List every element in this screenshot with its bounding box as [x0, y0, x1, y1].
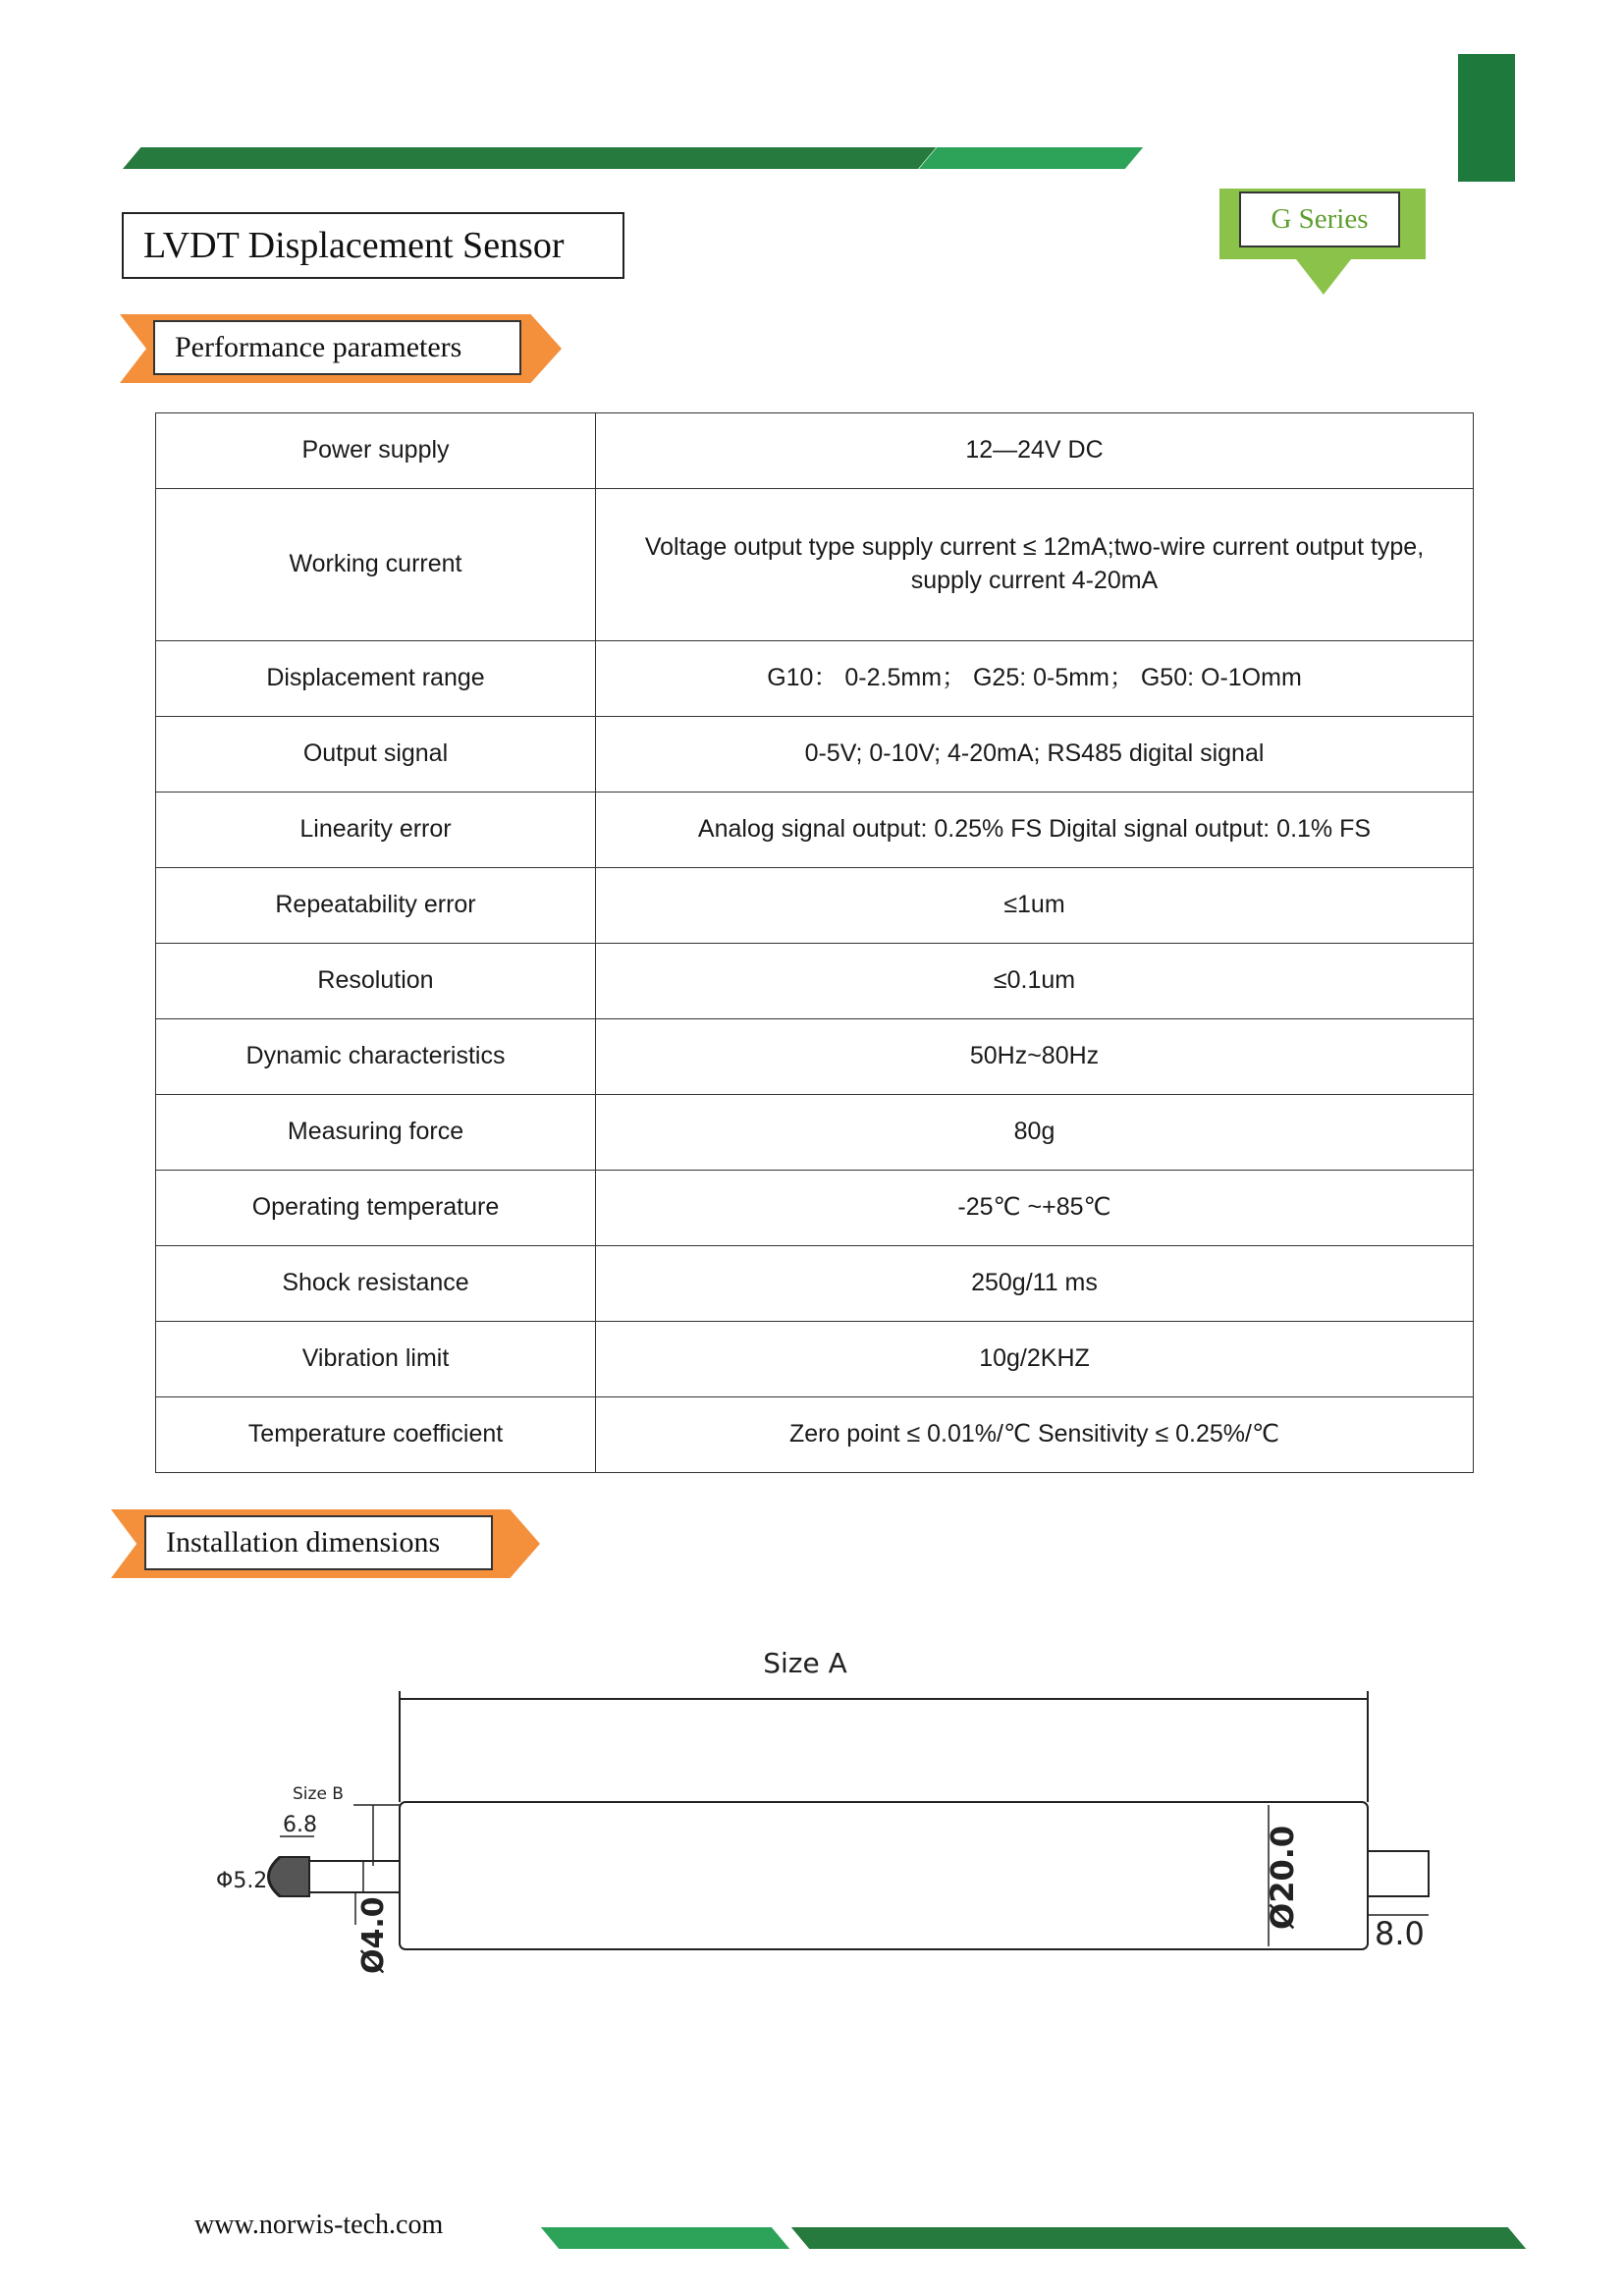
param-row [156, 944, 1474, 1019]
param-row [156, 413, 1474, 489]
installation-section-tag [111, 1509, 540, 1578]
footer-website[interactable]: www.norwis-tech.com [194, 2210, 444, 2240]
param-name: Temperature coefficient [156, 1397, 596, 1473]
param-name: Shock resistance [156, 1246, 596, 1322]
param-value: Zero point ≤ 0.01%/℃ Sensitivity ≤ 0.25%/℃ [596, 1397, 1474, 1473]
param-name: Output signal [156, 717, 596, 793]
param-name: Working current [156, 489, 596, 641]
param-value: G10： 0-2.5mm； G25: 0-5mm； G50: O-1Omm [596, 641, 1474, 717]
param-name: Repeatability error [156, 868, 596, 944]
performance-section-title: Performance parameters [153, 320, 521, 375]
footer-bar-dark [791, 2227, 1526, 2249]
param-name: Operating temperature [156, 1171, 596, 1246]
param-row [156, 489, 1474, 641]
param-name: Power supply [156, 413, 596, 489]
installation-drawing [187, 1630, 1463, 2003]
param-row [156, 1019, 1474, 1095]
param-name: Linearity error [156, 793, 596, 868]
page-title: LVDT Displacement Sensor [122, 212, 624, 279]
sensor-body [400, 1802, 1368, 1949]
performance-section-tag [120, 314, 562, 383]
param-row [156, 717, 1474, 793]
param-value: ≤0.1um [596, 944, 1474, 1019]
param-value: Analog signal output: 0.25% FS Digital signal output: 0.1% FS [596, 793, 1474, 868]
footer-bar-light [541, 2227, 789, 2249]
size-b-label: Size B [293, 1784, 344, 1804]
param-row [156, 868, 1474, 944]
dim-phi-5-2-label: Φ5.2 [216, 1869, 268, 1893]
dim-phi-20-0-label: Ø20.0 [1264, 1825, 1301, 1930]
param-value: 250g/11 ms [596, 1246, 1474, 1322]
param-value: 80g [596, 1095, 1474, 1171]
param-value: 10g/2KHZ [596, 1322, 1474, 1397]
installation-section-title: Installation dimensions [144, 1515, 493, 1570]
param-name: Vibration limit [156, 1322, 596, 1397]
corner-green-block [1458, 54, 1515, 182]
size-a-label: Size A [763, 1647, 847, 1679]
param-row [156, 1246, 1474, 1322]
param-row [156, 641, 1474, 717]
param-row [156, 1397, 1474, 1473]
param-value: 50Hz~80Hz [596, 1019, 1474, 1095]
param-row [156, 793, 1474, 868]
param-row [156, 1322, 1474, 1397]
param-name: Measuring force [156, 1095, 596, 1171]
param-value: -25℃ ~+85℃ [596, 1171, 1474, 1246]
param-value: ≤1um [596, 868, 1474, 944]
dim-phi-4-0-label: Ø4.0 [356, 1896, 391, 1974]
param-name: Resolution [156, 944, 596, 1019]
performance-table [155, 412, 1474, 1473]
param-row [156, 1095, 1474, 1171]
dim-8-0-label: 8.0 [1375, 1915, 1425, 1952]
param-value: Voltage output type supply current ≤ 12mA;two-wire current output type, supply current 4-20mA [596, 489, 1474, 641]
dim-6-8-label: 6.8 [283, 1813, 317, 1837]
param-name: Displacement range [156, 641, 596, 717]
param-value: 12—24V DC [596, 413, 1474, 489]
sensor-end-stub [1368, 1851, 1429, 1896]
header-bar-light [919, 147, 1143, 169]
series-tag: G Series [1239, 191, 1400, 247]
param-value: 0-5V; 0-10V; 4-20mA; RS485 digital signal [596, 717, 1474, 793]
param-name: Dynamic characteristics [156, 1019, 596, 1095]
header-bar-dark [123, 147, 936, 169]
arrow-down-icon [1296, 259, 1351, 295]
param-row [156, 1171, 1474, 1246]
